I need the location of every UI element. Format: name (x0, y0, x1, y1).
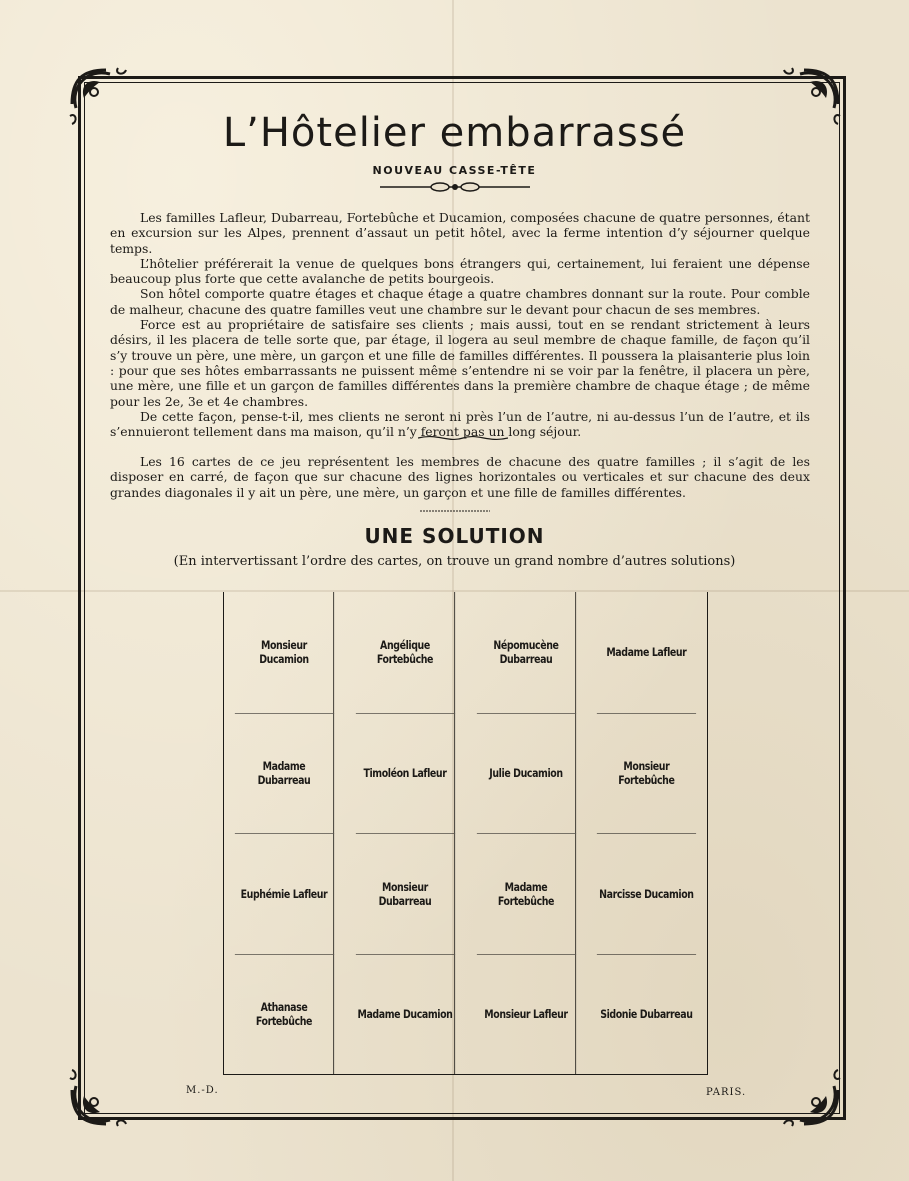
corner-ornament-bottom-left (66, 1058, 138, 1130)
grid-card: Népomucène Dubarreau (476, 592, 575, 713)
divider-ornament-icon (380, 180, 530, 194)
grid-card: Narcisse Ducamion (597, 833, 696, 954)
page-subtitle: NOUVEAU CASSE-TÊTE (372, 164, 537, 177)
paragraph: De cette façon, pense-t-il, mes clients ne seront ni près l’un de l’autre, ni au-dessus l’un de l’autre, et ils s’ennuieront tellement dans ma maison, qu’il n’y feront pas un long séjour. (110, 408, 810, 440)
rules-text (110, 454, 810, 500)
solution-heading: UNE SOLUTION (364, 524, 545, 548)
grid-card: Sidonie Dubarreau (597, 954, 696, 1075)
paragraph: Les familles Lafleur, Dubarreau, Fortebûche et Ducamion, composées chacune de quatre personnes, étant en excursion sur les Alpes, prennent d’assaut un petit hôtel, avec la ferme intention d’y séjourner quelque temps. (110, 210, 810, 256)
small-divider-icon (418, 433, 508, 443)
grid-card: Angélique Fortebûche (356, 592, 455, 713)
grid-card: Madame Lafleur (606, 645, 687, 660)
paragraph: Force est au propriétaire de satisfaire ses clients ; mais aussi, tout en se rendant strictement à leurs désirs, il les placera de telle sorte que, par étage, il logera au seul membre de chaque famille, de façon qu’il s’y trouve un père, une mère, un garçon et une fille de familles différentes. Il poussera la plaisanterie plus loin : pour que ses hôtes embarrassants ne puissent même s’entendre ni se voir par la fenêtre, il placera un père, une mère, une fille et un garçon de familles différentes dans la première chambre de chaque étage ; de même pour les 2e, 3e et 4e chambres. (110, 317, 810, 409)
printer-mark: M.-D. (186, 1085, 219, 1096)
flourish-icon (772, 1058, 844, 1130)
flourish-icon (66, 1058, 138, 1130)
paragraph: Les 16 cartes de ce jeu représentent les membres de chacune des quatre familles ; il s’agit de les disposer en carré, de façon que sur chacune des lignes horizontales ou verticales et sur chacune des deux grandes diagonales il y ait un père, une mère, un garçon et une fille de familles différentes. (110, 454, 810, 500)
paragraph: Son hôtel comporte quatre étages et chaque étage a quatre chambres donnant sur la route. Pour comble de malheur, chacune des quatre familles veut une chambre sur le devant pour chacun de ses membres. (110, 286, 810, 317)
grid-card: Madame Dubarreau (235, 713, 334, 834)
grid-card: Monsieur Fortebûche (597, 713, 696, 834)
grid-card: Monsieur Ducamion (235, 592, 334, 713)
grid-card: Monsieur Lafleur (476, 954, 575, 1075)
grid-card: Madame Fortebûche (476, 833, 575, 954)
grid-card: Timoléon Lafleur (356, 713, 455, 834)
grid-card: Madame Ducamion (356, 954, 455, 1075)
grid-card: Julie Ducamion (476, 713, 575, 834)
grid-card: Athanase Fortebûche (235, 954, 334, 1075)
paragraph: L’hôtelier préférerait la venue de quelques bons étrangers qui, certainement, lui feraient une dépense beaucoup plus forte que cette avalanche de petits bourgeois. (110, 255, 810, 287)
corner-ornament-bottom-right (772, 1058, 844, 1130)
grid-card: Euphémie Lafleur (235, 833, 334, 954)
solution-note: (En intervertissant l’ordre des cartes, on trouve un grand nombre d’autres solutions) (173, 554, 736, 569)
grid-card: Monsieur Dubarreau (356, 833, 455, 954)
small-divider-icon (420, 508, 490, 514)
page-title: L’Hôtelier embarrassé (222, 110, 687, 156)
solution-grid (223, 592, 708, 1075)
story-text (110, 210, 810, 439)
place-mark: PARIS. (706, 1087, 747, 1098)
